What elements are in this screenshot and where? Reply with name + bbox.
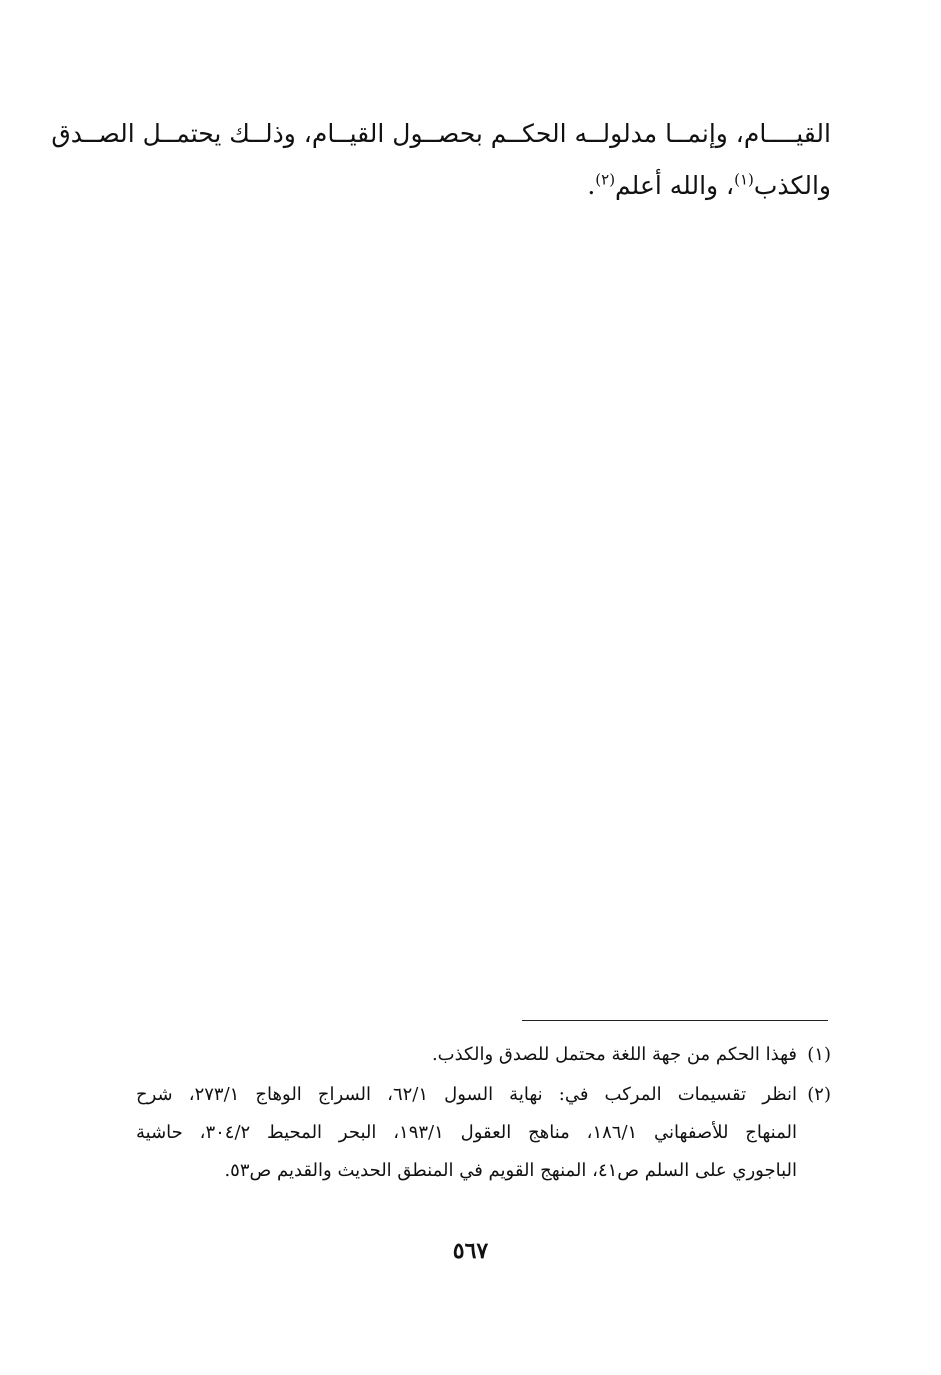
main-text xyxy=(51,108,831,212)
main-text-segment: . xyxy=(587,171,596,200)
main-text-segment: والكذب xyxy=(753,171,831,200)
footnote-line: فهذا الحكم من جهة اللغة محتمل للصدق والكذب. xyxy=(431,1044,797,1065)
footnote-1 xyxy=(136,1036,831,1074)
footnote-2 xyxy=(136,1076,831,1190)
main-text-line-1: القيــــام، وإنمــا مدلولــه الحكــم بحصــول القيــام، وذلــك يحتمــل الصــدق xyxy=(51,119,831,148)
footnote-number: (٢) xyxy=(807,1084,831,1105)
footnote-line: انظر تقسيمات المركب في: نهاية السول ٦٢/١، السراج الوهاج ٢٧٣/١، شرح xyxy=(136,1084,797,1105)
page-number: ٥٦٧ xyxy=(452,1238,489,1264)
footnote-line: المنهاج للأصفهاني ١٨٦/١، مناهج العقول ١٩٣/١، البحر المحيط ٣٠٤/٢، حاشية xyxy=(136,1122,798,1143)
main-text-segment: ، والله أعلم xyxy=(615,171,735,200)
footnote-ref-2[interactable]: (٢) xyxy=(595,170,616,189)
footnote-number: (١) xyxy=(807,1044,831,1065)
footnote-line: الباجوري على السلم ص٤١، المنهج القويم في المنطق الحديث والقديم ص٥٣. xyxy=(224,1160,797,1181)
footnotes xyxy=(136,1036,831,1192)
footnote-separator xyxy=(522,1020,828,1021)
footnote-ref-1[interactable]: (١) xyxy=(734,170,754,189)
main-text-line-2 xyxy=(136,160,831,212)
